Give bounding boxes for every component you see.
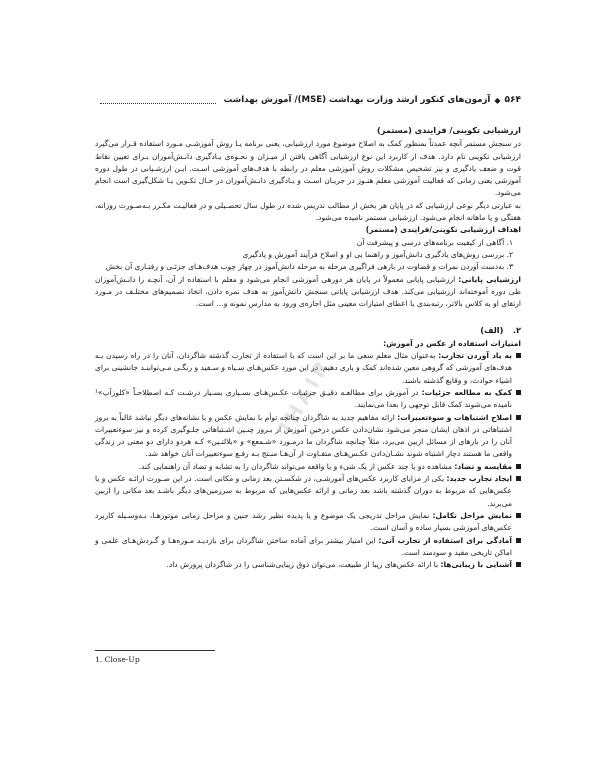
goal-item-3: ۳. به‌دست آوردن نمرات و قضاوت در بارهی فراگیری مرحله به مرحله دانش‌آموز در چهار چوب هدف‌هـای جزئـی و رفتـاری آن بخش bbox=[105, 262, 513, 272]
item-text: یکی از مزایای کاربرد عکس‌های آموزشـی، در شکسـتن بعد زمانی و مکانی است. در این صـورت ارائـه عکس و یا عکس‌هایی که مربوط به دوران گذشته باشد بعد زمانی و ارائه عکس‌هایی که مربوط به سرزمین‌های دیگر باشـد بعد مکانی را ازبین می‌برند. bbox=[95, 474, 512, 508]
item-text: نمایش مراحل تدریجی یک موضوع و یا پدیده نظیر رشد جنین و مراحل زمانی موتورهـا، بـه‌وسـیله کاربرد عکس‌های آموزشی بسیار ساده و آسان است. bbox=[95, 510, 512, 533]
list-item bbox=[95, 535, 521, 560]
page-header bbox=[100, 93, 521, 107]
watermark: IHAIR bbox=[273, 353, 337, 437]
list-item bbox=[95, 510, 521, 535]
goal-item-1: ۱. آگاهی از کیفیت برنامه‌های درسی و پیشرفت آن bbox=[356, 237, 513, 247]
spacer bbox=[95, 310, 521, 324]
item-term: اصلاح اشتباهات و سوءتعبیرات: bbox=[397, 412, 512, 422]
item-term: آشنایی با زیبایی‌ها: bbox=[440, 560, 512, 570]
list-item bbox=[95, 350, 521, 387]
item-term: مقایسه و تضاد: bbox=[454, 461, 512, 471]
list-item bbox=[95, 387, 521, 412]
main-content bbox=[95, 124, 521, 571]
list-item bbox=[95, 473, 521, 510]
header-leader-dots bbox=[100, 96, 216, 104]
question-line bbox=[95, 324, 521, 337]
running-title: آزمون‌های کنکور ارشد وزارت بهداشت (MSE)/ آموزش بهداشت bbox=[223, 95, 491, 105]
goal-item-2: ۲. بررسی روش‌های یادگیری دانش‌آموز و راهنما یی او و اصلاح فرآیند آموزش و یادگیری bbox=[242, 249, 513, 259]
list-item bbox=[95, 461, 521, 473]
answer-heading: امتیازات استفاده از عکس در آموزش: bbox=[383, 338, 521, 348]
diamond-icon: ◆ bbox=[494, 95, 501, 105]
paragraph-formative-1: در سنجش مستمر آنچه عمدتاً بمنظور کمک به اصلاح موضوع مورد ارزشیابی، یعنی برنامه یـا روش آموزشـی مـورد استفاده قـرار می‌گیرد ارزشیابی تکوینی نام دارد. هدف از کاربرد این نوع ارزشیابی آگاهی یافتن از میـزان و نحـوه‌ی یـادگیری دانـش‌آموزان بـرای تعیین نقاط قوت و ضعف یادگیری و نیز تشخیص مشکلات روش آموزشی معلم در رابطه با هدف‌های آموزشی اسـت. ایـن ارزشـیابی در طول دوره آموزشی یعنی زمانی که فعالیت آموزشی معلم هنـوز در جریـان اسـت و یـادگیری دانـش‌آموزان در حـال تکـوین یـا شکل‌گیری است انجام می‌شود. bbox=[95, 139, 521, 198]
paragraph-formative-2: به عبارتی دیگر نوعی ارزشیابی که در پایان هر بخش از مطالب تدریس شده در طول سال تحصـیلی و در فعالیـت مکـرر بـه‌صـورت روزانه، هفتگی و یا ماهانه انجام می‌شود. ارزشیابی مستمر نامیده می‌شود. bbox=[95, 200, 521, 223]
item-term: به یاد آوردن تجارب: bbox=[438, 351, 512, 361]
item-text: مشاهده دو یا چند عکس از یک شیء و یا واقعه می‌تواند شاگردان را به تشابه و تضاد آن راهنمایی کند. bbox=[138, 461, 455, 471]
term-summative: ارزشیابی پایانی: bbox=[458, 274, 521, 284]
item-term: کمک به مطالعه جزئیات: bbox=[421, 387, 512, 397]
subheading-goals: اهداف ارزشیابی تکوینی/فرایندی (مستمر) bbox=[365, 225, 521, 235]
item-term: آمادگی برای استفاده از تجارب آتی: bbox=[378, 535, 512, 545]
list-item bbox=[95, 559, 521, 571]
list-item bbox=[95, 412, 521, 461]
footnote-rule bbox=[95, 650, 215, 651]
item-text: در آموزش برای مطالعـه دقیـق جزئیـات عکـس‌هـای بسـیاری بسـیار درشـت کـه اصطلاحـاً «کلوزآپ»¹ نامیده می‌شوند کمک قابل توجهی را بعدا می‌نمایند. bbox=[95, 387, 512, 410]
section-heading-formative: ارزشیابی تکوینی/ فرایندی (مستمر) bbox=[377, 125, 521, 135]
paragraph-summative bbox=[95, 274, 521, 311]
item-text: این امتیاز بیشتر برای آماده ساختن شاگردان برای بازدیـد مـوزه‌هـا و گـردش‌هـای علمی و اماکن تاریخی مفید و سودمند است. bbox=[95, 535, 512, 557]
item-text: با ارائه عکس‌های زیبا از طبیعت، می‌توان ذوق زیبایی‌شناسی را در شاگردان پرورش داد. bbox=[166, 560, 441, 570]
question-answer: (الف) bbox=[480, 325, 504, 336]
item-term: ایجاد تجارب جدید: bbox=[446, 474, 512, 484]
question-number: ۲. bbox=[512, 325, 521, 336]
item-text: ارائه مفاهیم جدید به شاگردان چنانچه توأم با نمایش عکس و یا نشانه‌های دیگر نباشد غالباً به بروز اشتباهاتی در اذهان ایشان منجر می‌شود نشان‌دادن عکس درخین آموزش از بـروز چنـین اشـتباهاتی جلـوگیری کرده و نیز سوءتعبیرات آنان را در بارهای از مسائل ازبین می‌برد، مثلاً چنانچه شاگردان ما درمـورد «شـمعع» و «بلالتـین» کـه هردو دارای دو معنی در زندگی واقعی ما هستند دچار اشتباه شوند نشـان‌دادن عکـس‌هـای متفـاوت از آن‌هـا منـتج بـه رفـع سوءتعبیرات آنان خواهد شد. bbox=[95, 412, 512, 459]
item-term: نمایش مراحل تکامل: bbox=[432, 510, 512, 520]
footnote: 1. Close-Up bbox=[95, 655, 140, 664]
text-summative: ارزشیابی پایانی معمولاً در پایان هر دورهی آموزشی انجام می‌شود و معلم با استفاده از آن، آنچـه را دانـش‌آموزان طی دوره آموخته‌اند ارزشیابی می‌کند. هدف ارزشیابی پایانی سنجش دانش‌آموز به هدف نمره دادن، اتخاذ تصمیم‌های مختلـف در مـورد ارتقای او به کلاس بالاتر، رتبه‌بندی یا اعطای امتیازات معینی مثل اجازه‌ی ورود به مدارس نمونه و… است. bbox=[95, 274, 521, 309]
page-number: ۵۶۴ bbox=[504, 95, 521, 105]
item-text: به‌عنوان مثال معلم سعی ما بر این است که با استفاده از تجارب گذشته شاگردان، آنان را در راه رسیدن بـه هدف‌های آموزشی که گروهی معین شده‌اند کمک و یاری دهیم. در این مورد عکس‌هـای سـیاه و سـفید و رنگـی مـی‌تواننـد جانشینی برای اشیاء حوادث، و وقایع گذشته باشند. bbox=[95, 351, 512, 385]
